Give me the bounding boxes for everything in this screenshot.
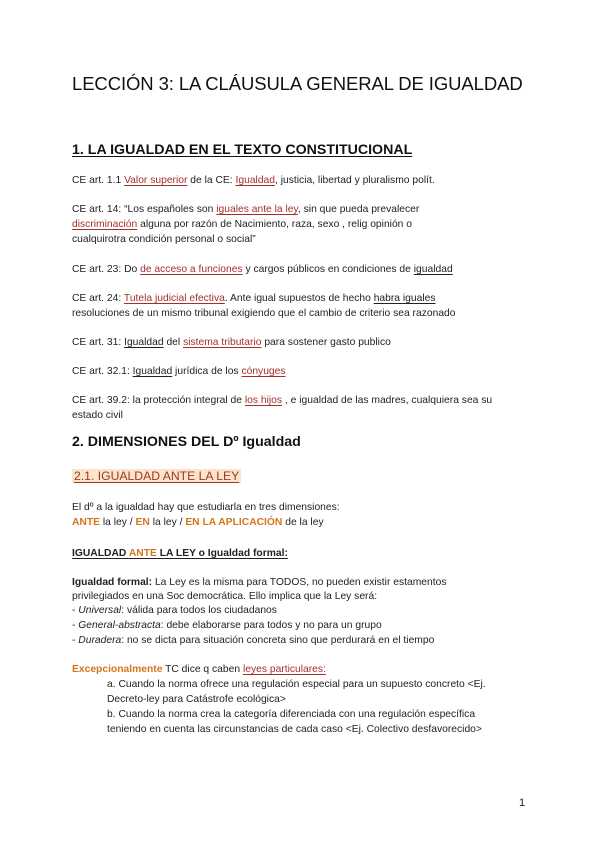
paragraph-art-24-line-2: resoluciones de un mismo tribunal exigiendo que el cambio de criterio sea razonado [72, 308, 456, 319]
exception-item-a-line-2: Decreto-ley para Catástrofe ecológica> [107, 694, 286, 705]
paragraph-art-14-line-2: discriminación alguna por razón de Nacimiento, raza, sexo , relig opinión o [72, 219, 412, 230]
exception-item-b-line-2: teniendo en cuenta las circunstancias de cada caso <Ej. Colectivo desfavorecido> [107, 724, 482, 735]
section-2-heading: 2. DIMENSIONES DEL Dº Igualdad [72, 434, 301, 450]
exception-item-b-line-1: b. Cuando la norma crea la categoría diferenciada con una regulación específica [107, 709, 476, 720]
bullet-duradera: - Duradera: no se dicta para situación concreta sino que perdurará en el tiempo [72, 635, 435, 646]
paragraph-art-24-line-1: CE art. 24: Tutela judicial efectiva. Ante igual supuestos de hecho habra iguales [72, 293, 436, 304]
formal-equality-heading: IGUALDAD ANTE LA LEY o Igualdad formal: [72, 548, 288, 559]
paragraph-art-39-line-1: CE art. 39.2: la protección integral de los hijos , e igualdad de las madres, cualquiera sea su [72, 395, 493, 406]
formal-line-1: Igualdad formal: La Ley es la misma para TODOS, no pueden existir estamentos [72, 577, 447, 588]
page-title: LECCIÓN 3: LA CLÁUSULA GENERAL DE IGUALDAD [72, 73, 523, 94]
paragraph-art-1: CE art. 1.1 Valor superior de la CE: Igualdad, justicia, libertad y pluralismo polít. [72, 175, 435, 186]
bullet-universal: - Universal: válida para todos los ciudadanos [72, 605, 277, 616]
subsection-heading: 2.1. IGUALDAD ANTE LA LEY [74, 469, 240, 483]
exception-item-a-line-1: a. Cuando la norma ofrece una regulación especial para un supuesto concreto <Ej. [107, 679, 486, 690]
section-1-heading: 1. LA IGUALDAD EN EL TEXTO CONSTITUCIONAL [72, 142, 413, 158]
link-valor-superior: Valor superior [124, 175, 188, 186]
exception-line: Excepcionalmente TC dice q caben leyes particulares: [72, 664, 326, 675]
intro-line-1: El dº a la igualdad hay que estudiarla en tres dimensiones: [72, 502, 340, 513]
link-conyuges: cónyuges [241, 366, 286, 377]
link-tutela-judicial: Tutela judicial efectiva [123, 293, 225, 304]
page-number: 1 [519, 797, 526, 809]
paragraph-art-23: CE art. 23: Do de acceso a funciones y cargos públicos en condiciones de igualdad [72, 264, 453, 275]
paragraph-art-31: CE art. 31: Igualdad del sistema tributario para sostener gasto publico [72, 337, 391, 348]
link-leyes-particulares: leyes particulares: [242, 664, 326, 675]
bullet-general: - General-abstracta: debe elaborarse para todos y no para un grupo [72, 620, 382, 631]
paragraph-art-14-line-3: cualquirotra condición personal o social” [72, 234, 256, 245]
link-los-hijos: los hijos [244, 395, 283, 406]
formal-line-2: privilegiados en una Soc democrática. Ello implica que la Ley será: [72, 591, 378, 602]
paragraph-art-14-line-1: CE art. 14: “Los españoles son iguales ante la ley, sin que pueda prevalecer [72, 204, 420, 215]
paragraph-art-39-line-2: estado civil [72, 410, 123, 421]
link-discriminacion: discriminación [72, 219, 138, 230]
intro-line-2: ANTE la ley / EN la ley / EN LA APLICACIÓN de la ley [72, 517, 324, 528]
link-sistema-tributario: sistema tributario [183, 337, 262, 348]
link-igualdad: Igualdad [235, 175, 276, 186]
link-iguales-ante-la-ley: iguales ante la ley [216, 204, 298, 215]
link-acceso-funciones: de acceso a funciones [140, 264, 243, 275]
paragraph-art-32: CE art. 32.1: Igualdad jurídica de los cónyuges [72, 366, 286, 377]
